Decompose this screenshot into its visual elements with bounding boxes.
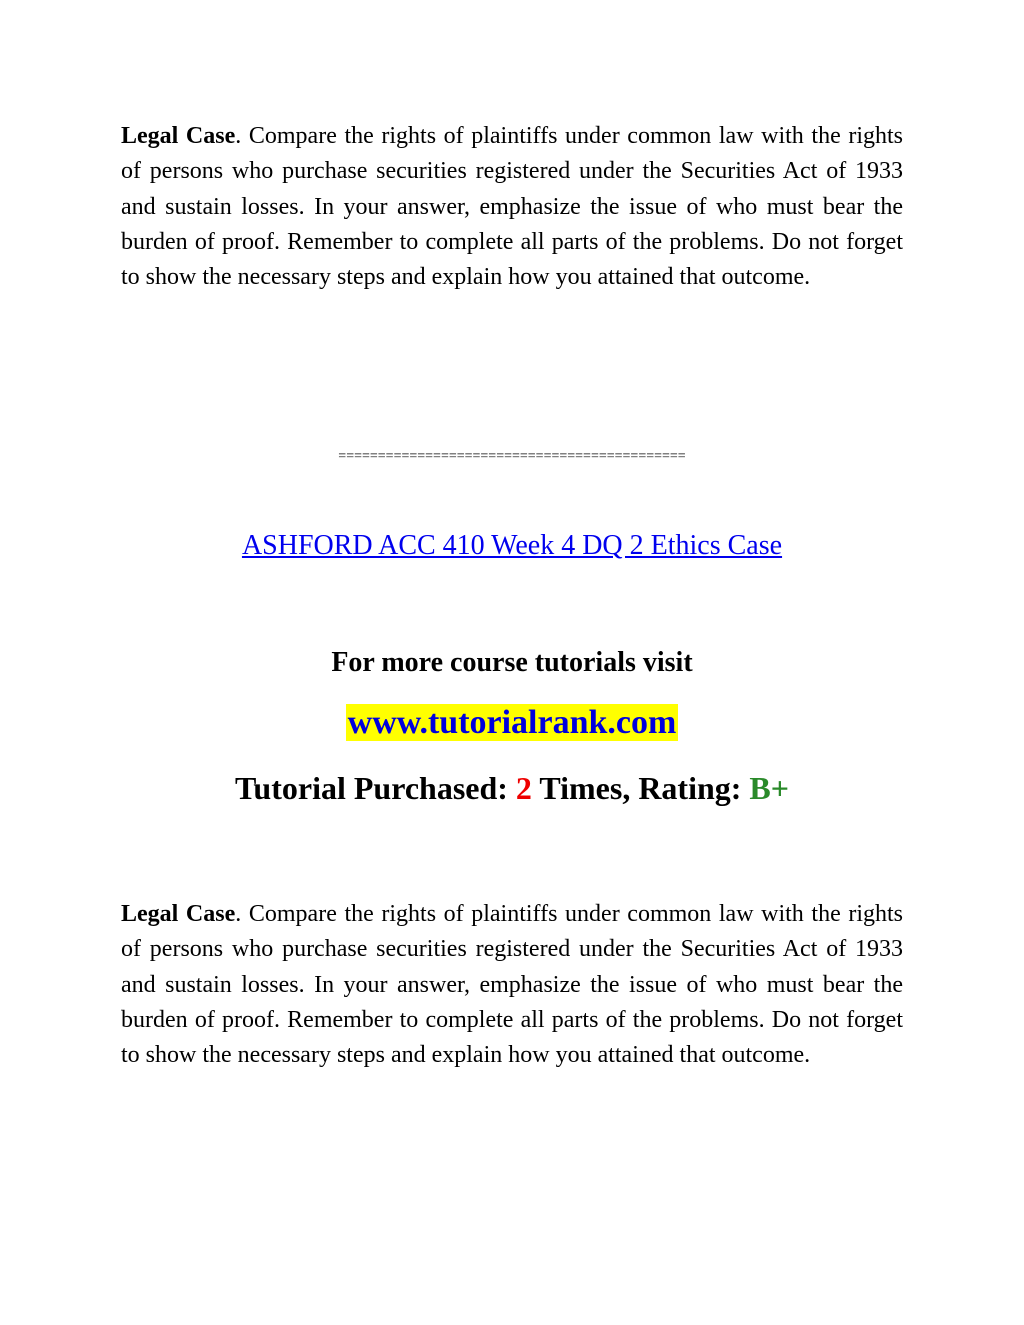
legal-case-heading: Legal Case [121,901,236,927]
description-text: . Compare the rights of plaintiffs under common law with the rights of persons who purchase securities registered under the Securities Act of 1933 and sustain losses. In your answer, emphasize the issue of who must bear the burden of proof. Remember to complete all parts of the problems. Do not forget to show the necessary steps and explain how you attained that outcome. [121,123,904,291]
legal-case-heading: Legal Case [121,123,236,149]
purchased-label: Tutorial Purchased: [235,770,508,806]
times-rating-label: Times, Rating: [539,770,742,806]
visit-text: For more course tutorials visit [331,647,693,678]
purchase-info [0,767,1024,809]
rating-value: B+ [749,770,789,806]
course-link[interactable]: ASHFORD ACC 410 Week 4 DQ 2 Ethics Case [241,530,783,561]
site-line [0,701,1024,751]
course-title [0,528,1024,564]
purchase-count: 2 [515,770,532,806]
description-paragraph-top [121,119,903,295]
description-text: . Compare the rights of plaintiffs under common law with the rights of persons who purchase securities registered under the Securities Act of 1933 and sustain losses. In your answer, emphasize the issue of who must bear the burden of proof. Remember to complete all parts of the problems. Do not forget to show the necessary steps and explain how you attained that outcome. [121,901,904,1069]
divider-line: ============================================ [338,449,686,464]
site-link[interactable]: www.tutorialrank.com [347,704,677,741]
description-paragraph-bottom [121,897,903,1073]
